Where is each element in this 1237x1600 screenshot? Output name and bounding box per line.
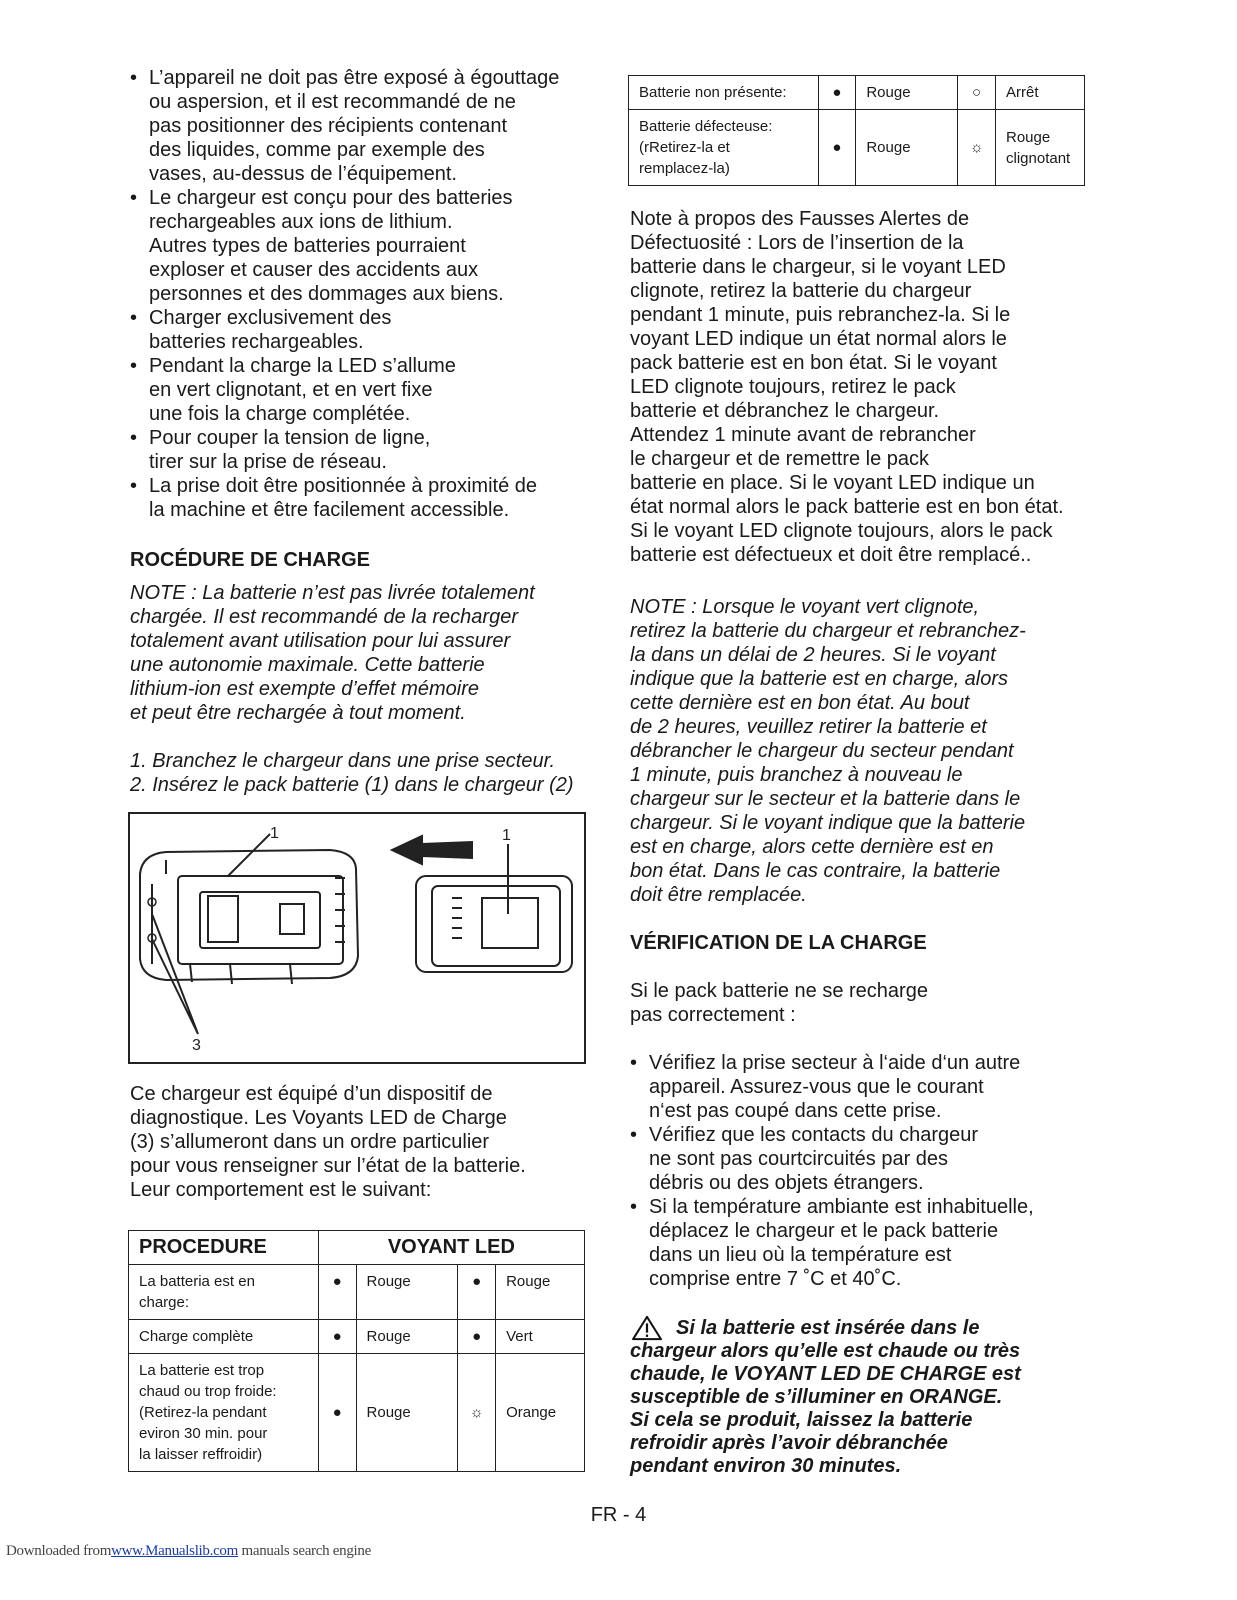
- charge-steps: 1. Branchez le chargeur dans une prise secteur. 2. Insérez le pack batterie (1) dans le chargeur (2): [130, 750, 574, 796]
- warning-text: Si la batterie est insérée dans le chargeur alors qu’elle est chaude ou très chaude, le VOYANT LED DE CHARGE est susceptible de s’illuminer en ORANGE. Si cela se produit, laissez la batterie refroidir après l’avoir débranchée pendant environ 30 minutes.: [630, 1317, 1021, 1477]
- page-number: FR - 4: [590, 1504, 647, 1526]
- table-row: [129, 1320, 585, 1354]
- led-dot-icon: ●: [458, 1320, 496, 1354]
- warning-block: [630, 1317, 1090, 1478]
- table-row: [129, 1265, 585, 1320]
- cell-color: Rouge: [856, 76, 958, 110]
- diagnostic-text: Ce chargeur est équipé d’un dispositif de diagnostique. Les Voyants LED de Charge (3) s’allumeront dans un ordre particulier pour vous renseigner sur l’état de la batterie. Leur comportement est le suivant:: [130, 1083, 526, 1201]
- download-footer: [6, 1543, 371, 1560]
- table-row: [629, 76, 1085, 110]
- led-off-icon: ○: [958, 76, 996, 110]
- charge-note: NOTE : La batterie n’est pas livrée totalement chargée. Il est recommandé de la recharger totalement avant utilisation pour lui assurer une autonomie maximale. Cette batterie lithium-ion est exempte d’effet mémoire et peut être rechargée à tout moment.: [130, 582, 535, 724]
- cell-procedure: Batterie non présente:: [629, 76, 819, 110]
- list-item: • Si la température ambiante est inhabituelle, déplacez le chargeur et le pack batterie dans un lieu où la température est comprise entre 7 ˚C et 40˚C.: [630, 1195, 1090, 1291]
- led-dot-icon: ●: [818, 110, 856, 186]
- section-heading-charge: ROCÉDURE DE CHARGE: [130, 549, 371, 571]
- cell-color: Arrêt: [996, 76, 1085, 110]
- cell-procedure: La batteria est en charge:: [129, 1265, 319, 1320]
- led-dot-icon: ●: [458, 1265, 496, 1320]
- charger-figure: [128, 812, 586, 1064]
- list-item: • Pour couper la tension de ligne, tirer sur la prise de réseau.: [130, 426, 590, 474]
- cell-color: Rouge: [856, 110, 958, 186]
- right-column: [630, 207, 1090, 1478]
- false-alert-note: Note à propos des Fausses Alertes de Défectuosité : Lors de l’insertion de la batterie dans le chargeur, si le voyant LED clignote, retirez la batterie du chargeur pendant 1 minute, puis rebranchez-la. Si le voyant LED indique un état normal alors le pack batterie est en bon état. Si le voyant LED clignote toujours, retirez le pack batterie et débranchez le chargeur. Attendez 1 minute avant de rebrancher le chargeur et de remettre le pack batterie en place. Si le voyant LED indique un état normal alors le pack batterie est en bon état. Si le voyant LED clignote toujours, alors le pack batterie est défectueux et doit être remplacé..: [630, 208, 1064, 566]
- section-heading-verification: VÉRIFICATION DE LA CHARGE: [630, 932, 927, 954]
- cell-color: Orange: [496, 1354, 585, 1472]
- cell-procedure: Batterie défecteuse: (rRetirez-la et remplacez-la): [629, 110, 819, 186]
- figure-label-1b: 1: [502, 827, 511, 844]
- figure-label-3: 3: [192, 1037, 201, 1054]
- manualslib-link[interactable]: www.Manualslib.com: [111, 1543, 239, 1559]
- led-blink-icon: ☼: [458, 1354, 496, 1472]
- led-status-table: [128, 1230, 585, 1472]
- table-row: [129, 1354, 585, 1472]
- list-item: • La prise doit être positionnée à proximité de la machine et être facilement accessible.: [130, 474, 590, 522]
- green-blink-note: NOTE : Lorsque le voyant vert clignote, retirez la batterie du chargeur et rebranchez- la dans un délai de 2 heures. Si le voyant indique que la batterie est en charge, alors cette dernière est en bon état. Au bout de 2 heures, veuillez retirer la batterie et débrancher le chargeur du secteur pendant 1 minute, puis branchez à nouveau le chargeur sur le secteur et la batterie dans le chargeur. Si le voyant indique que la batterie est en charge, alors cette dernière est en bon état. Dans le cas contraire, la batterie doit être remplacée.: [630, 596, 1026, 906]
- list-item: • Le chargeur est conçu pour des batteries rechargeables aux ions de lithium. Autres types de batteries pourraient exploser et causer des accidents aux personnes et des dommages aux biens.: [130, 186, 590, 306]
- cell-procedure: La batterie est trop chaud ou trop froide: (Retirez-la pendant eviron 30 min. pour la laisser reffroidir): [129, 1354, 319, 1472]
- download-suffix: manuals search engine: [241, 1543, 371, 1559]
- charger-illustration: [130, 814, 584, 1062]
- cell-color: Rouge: [356, 1354, 458, 1472]
- cell-procedure: Charge complète: [129, 1320, 319, 1354]
- figure-label-1: 1: [270, 825, 279, 842]
- table-row: [629, 110, 1085, 186]
- led-status-table-continued: [628, 75, 1085, 186]
- list-item: • Vérifiez la prise secteur à l‘aide d‘un autre appareil. Assurez-vous que le courant n‘est pas coupé dans cette prise.: [630, 1051, 1090, 1123]
- led-dot-icon: ●: [318, 1320, 356, 1354]
- table-header-row: [129, 1231, 585, 1265]
- safety-list: [130, 66, 590, 522]
- header-procedure: PROCEDURE: [129, 1231, 319, 1265]
- verification-intro: Si le pack batterie ne se recharge pas correctement :: [630, 980, 928, 1026]
- cell-color: Rouge clignotant: [996, 110, 1085, 186]
- list-item: • L’appareil ne doit pas être exposé à égouttage ou aspersion, et il est recommandé de ne pas positionner des récipients contenant des liquides, comme par exemple des vases, au-dessus de l’équipement.: [130, 66, 590, 186]
- cell-color: Rouge: [496, 1265, 585, 1320]
- cell-color: Vert: [496, 1320, 585, 1354]
- list-item: • Vérifiez que les contacts du chargeur ne sont pas courtcircuités par des débris ou des objets étrangers.: [630, 1123, 1090, 1195]
- led-dot-icon: ●: [318, 1265, 356, 1320]
- cell-color: Rouge: [356, 1320, 458, 1354]
- list-item: • Pendant la charge la LED s’allume en vert clignotant, et en vert fixe une fois la charge complétée.: [130, 354, 590, 426]
- led-dot-icon: ●: [318, 1354, 356, 1472]
- left-column: [130, 66, 590, 797]
- download-prefix: Downloaded from: [6, 1543, 112, 1559]
- led-dot-icon: ●: [818, 76, 856, 110]
- warning-triangle-icon: [630, 1315, 664, 1341]
- header-led: VOYANT LED: [318, 1231, 584, 1265]
- cell-color: Rouge: [356, 1265, 458, 1320]
- led-blink-icon: ☼: [958, 110, 996, 186]
- list-item: • Charger exclusivement des batteries rechargeables.: [130, 306, 590, 354]
- verification-list: [630, 1051, 1090, 1291]
